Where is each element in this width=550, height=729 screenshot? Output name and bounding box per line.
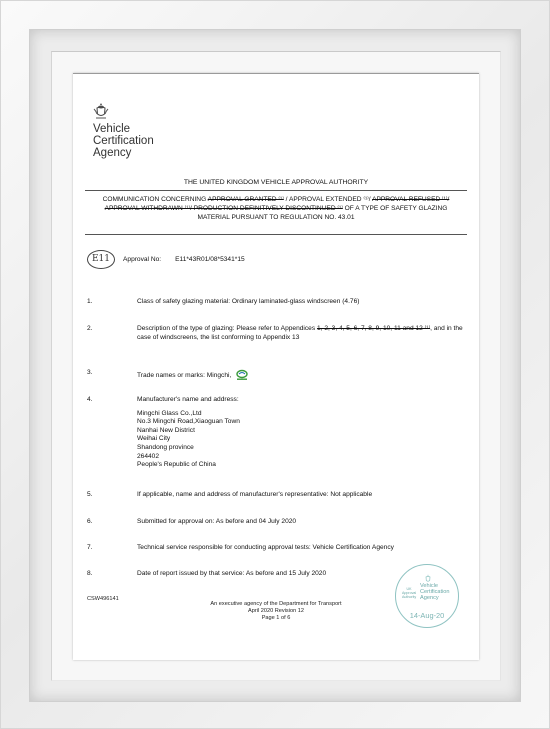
item-text-c: , and in the case of windscreens, the list conforming to Appendix 13	[137, 325, 463, 341]
comm-part-3: / APPROVAL EXTENDED ⁽¹⁾/	[283, 196, 371, 203]
comm-part-4-struck: APPROVAL REFUSED ⁽¹⁾/ APPROVAL WITHDRAWN ⁽¹⁾/ PRODUCTION DEFINITIVELY DISCONTINUED ⁽¹⁾	[104, 196, 450, 212]
approval-stamp	[395, 564, 459, 628]
item-text: Class of safety glazing material: Ordinary laminated-glass windscreen (4.76)	[137, 298, 360, 305]
item-number: 1.	[87, 298, 93, 305]
comm-part-1: COMMUNICATION CONCERNING	[102, 196, 208, 203]
mingchi-logo-icon	[235, 369, 249, 381]
item-number: 5.	[87, 491, 93, 498]
item-number: 8.	[87, 570, 93, 577]
manufacturer-address: Mingchi Glass Co.,Ltd No.3 Mingchi Road,Xiaoguan Town Nanhai New District Weihai City Shandong province 264402 People's Republic of China	[137, 409, 240, 469]
stamp-agency: Vehicle Certification Agency	[420, 583, 450, 602]
item-text: Technical service responsible for conducting approval tests: Vehicle Certification Agency	[137, 544, 394, 551]
divider-bottom	[85, 234, 467, 235]
item-text: If applicable, name and address of manufacturer's representative: Not applicable	[137, 491, 373, 498]
comm-part-2-struck: APPROVAL GRANTED ⁽¹⁾	[207, 196, 284, 203]
divider-top	[85, 190, 467, 191]
comm-part-5: OF A TYPE OF SAFETY GLAZING MATERIAL PURSUANT TO REGULATION NO. 43.01	[197, 205, 448, 221]
vca-logo	[93, 102, 154, 159]
certificate-page	[73, 73, 479, 660]
e11-mark-icon: E11	[87, 250, 115, 269]
document-reference: CSW496141	[87, 596, 119, 602]
item-number: 7.	[87, 544, 93, 551]
item-text	[137, 325, 465, 342]
footer-agency-line: An executive agency of the Department for Transport	[210, 601, 342, 607]
item-text: Submitted for approval on: As before and 04 July 2020	[137, 518, 297, 525]
stamp-small-text: UK Approval Authority	[402, 587, 417, 599]
item-text-struck: 1, 2, 3, 4, 5, 6, 7, 8, 9, 10, 11 and 12 ⁽¹⁾	[316, 325, 431, 332]
footer-revision: April 2020 Revision 12	[248, 608, 304, 614]
communication-heading	[89, 195, 463, 222]
item-text: Date of report issued by that service: As before and 15 July 2020	[137, 570, 327, 577]
authority-title: THE UNITED KINGDOM VEHICLE APPROVAL AUTHORITY	[183, 179, 369, 186]
agency-name: Vehicle Certification Agency	[93, 123, 154, 159]
item-text-a: Description of the type of glazing: Please refer to Appendices	[137, 325, 317, 332]
manufacturer-label: Manufacturer's name and address:	[137, 396, 239, 403]
page-number: Page 1 of 6	[261, 615, 291, 621]
royal-crest-icon	[93, 102, 109, 120]
approval-number: E11*43R01/08*5341*15	[175, 256, 245, 263]
item-text	[137, 396, 465, 470]
stamp-crest-icon	[424, 574, 432, 583]
item-number: 6.	[87, 518, 93, 525]
trade-names: Trade names or marks: Mingchi,	[137, 371, 232, 379]
item-number: 2.	[87, 325, 93, 332]
item-number: 3.	[87, 369, 93, 376]
stamp-date: 14-Aug-20	[409, 611, 445, 620]
approval-label: Approval No:	[123, 256, 162, 263]
approval-number-row	[123, 256, 245, 263]
item-text	[137, 369, 465, 381]
item-number: 4.	[87, 396, 93, 403]
